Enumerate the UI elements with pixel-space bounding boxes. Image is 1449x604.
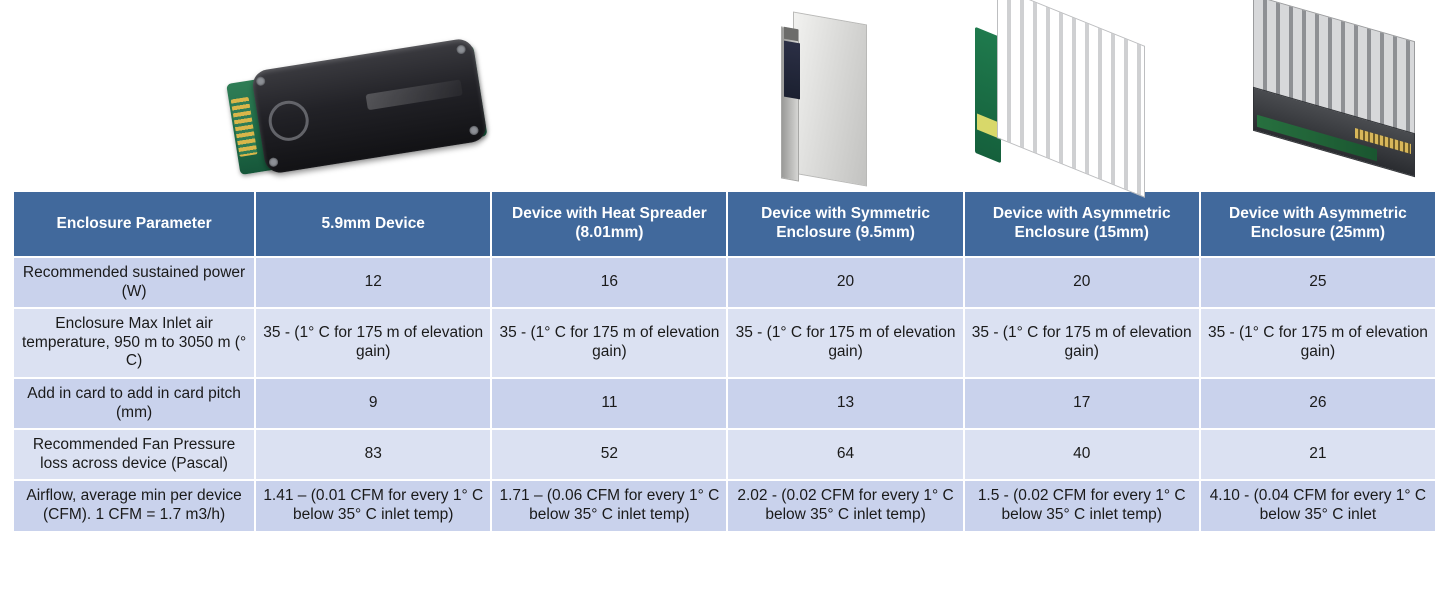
table-cell: 35 - (1° C for 175 m of elevation gain) [964, 308, 1200, 378]
enclosure-body [793, 11, 867, 186]
table-cell: 52 [491, 429, 727, 480]
white-heatsink-photo [975, 14, 1150, 184]
table-cell: 11 [491, 378, 727, 429]
column-header-parameter: Enclosure Parameter [13, 191, 255, 257]
column-header-device-3: Device with Symmetric Enclosure (9.5mm) [727, 191, 963, 257]
row-parameter-label: Recommended Fan Pressure loss across device (Pascal) [13, 429, 255, 480]
table-cell: 4.10 - (0.04 CFM for every 1° C below 35° C inlet [1200, 480, 1436, 531]
table-cell: 35 - (1° C for 175 m of elevation gain) [255, 308, 491, 378]
table-cell: 16 [491, 257, 727, 308]
enclosure-connector [784, 41, 800, 100]
table-cell: 35 - (1° C for 175 m of elevation gain) [491, 308, 727, 378]
table-cell: 1.71 – (0.06 CFM for every 1° C below 35° C inlet temp) [491, 480, 727, 531]
table-row [13, 257, 1436, 308]
table-cell: 12 [255, 257, 491, 308]
column-header-device-2: Device with Heat Spreader (8.01mm) [491, 191, 727, 257]
column-header-device-4: Device with Asymmetric Enclosure (15mm) [964, 191, 1200, 257]
dark-heatsink-photo [1235, 14, 1425, 184]
row-parameter-label: Enclosure Max Inlet air temperature, 950 m to 3050 m (° C) [13, 308, 255, 378]
table-cell: 64 [727, 429, 963, 480]
table-cell: 1.41 – (0.01 CFM for every 1° C below 35° C inlet temp) [255, 480, 491, 531]
bare-device-photo [225, 37, 489, 185]
table-cell: 9 [255, 378, 491, 429]
table-cell: 1.5 - (0.02 CFM for every 1° C below 35° C inlet temp) [964, 480, 1200, 531]
table-cell: 40 [964, 429, 1200, 480]
row-parameter-label: Add in card to add in card pitch (mm) [13, 378, 255, 429]
table-cell: 21 [1200, 429, 1436, 480]
symmetric-enclosure-photo [775, 18, 880, 183]
table-row [13, 429, 1436, 480]
table-cell: 83 [255, 429, 491, 480]
table-cell: 26 [1200, 378, 1436, 429]
product-image-strip [0, 0, 1449, 190]
table-header-row [13, 191, 1436, 257]
column-header-device-5: Device with Asymmetric Enclosure (25mm) [1200, 191, 1436, 257]
table-row [13, 480, 1436, 531]
table-cell: 35 - (1° C for 175 m of elevation gain) [1200, 308, 1436, 378]
table-row [13, 378, 1436, 429]
row-parameter-label: Recommended sustained power (W) [13, 257, 255, 308]
table-cell: 35 - (1° C for 175 m of elevation gain) [727, 308, 963, 378]
table-cell: 17 [964, 378, 1200, 429]
enclosure-notch [784, 27, 798, 41]
enclosure-parameter-table [12, 190, 1437, 533]
table-cell: 25 [1200, 257, 1436, 308]
column-header-device-1: 5.9mm Device [255, 191, 491, 257]
table-cell: 2.02 - (0.02 CFM for every 1° C below 35° C inlet temp) [727, 480, 963, 531]
table-row [13, 308, 1436, 378]
table-cell: 20 [727, 257, 963, 308]
table-cell: 13 [727, 378, 963, 429]
heatsink-fins [997, 0, 1145, 198]
table-cell: 20 [964, 257, 1200, 308]
row-parameter-label: Airflow, average min per device (CFM). 1 CFM = 1.7 m3/h) [13, 480, 255, 531]
